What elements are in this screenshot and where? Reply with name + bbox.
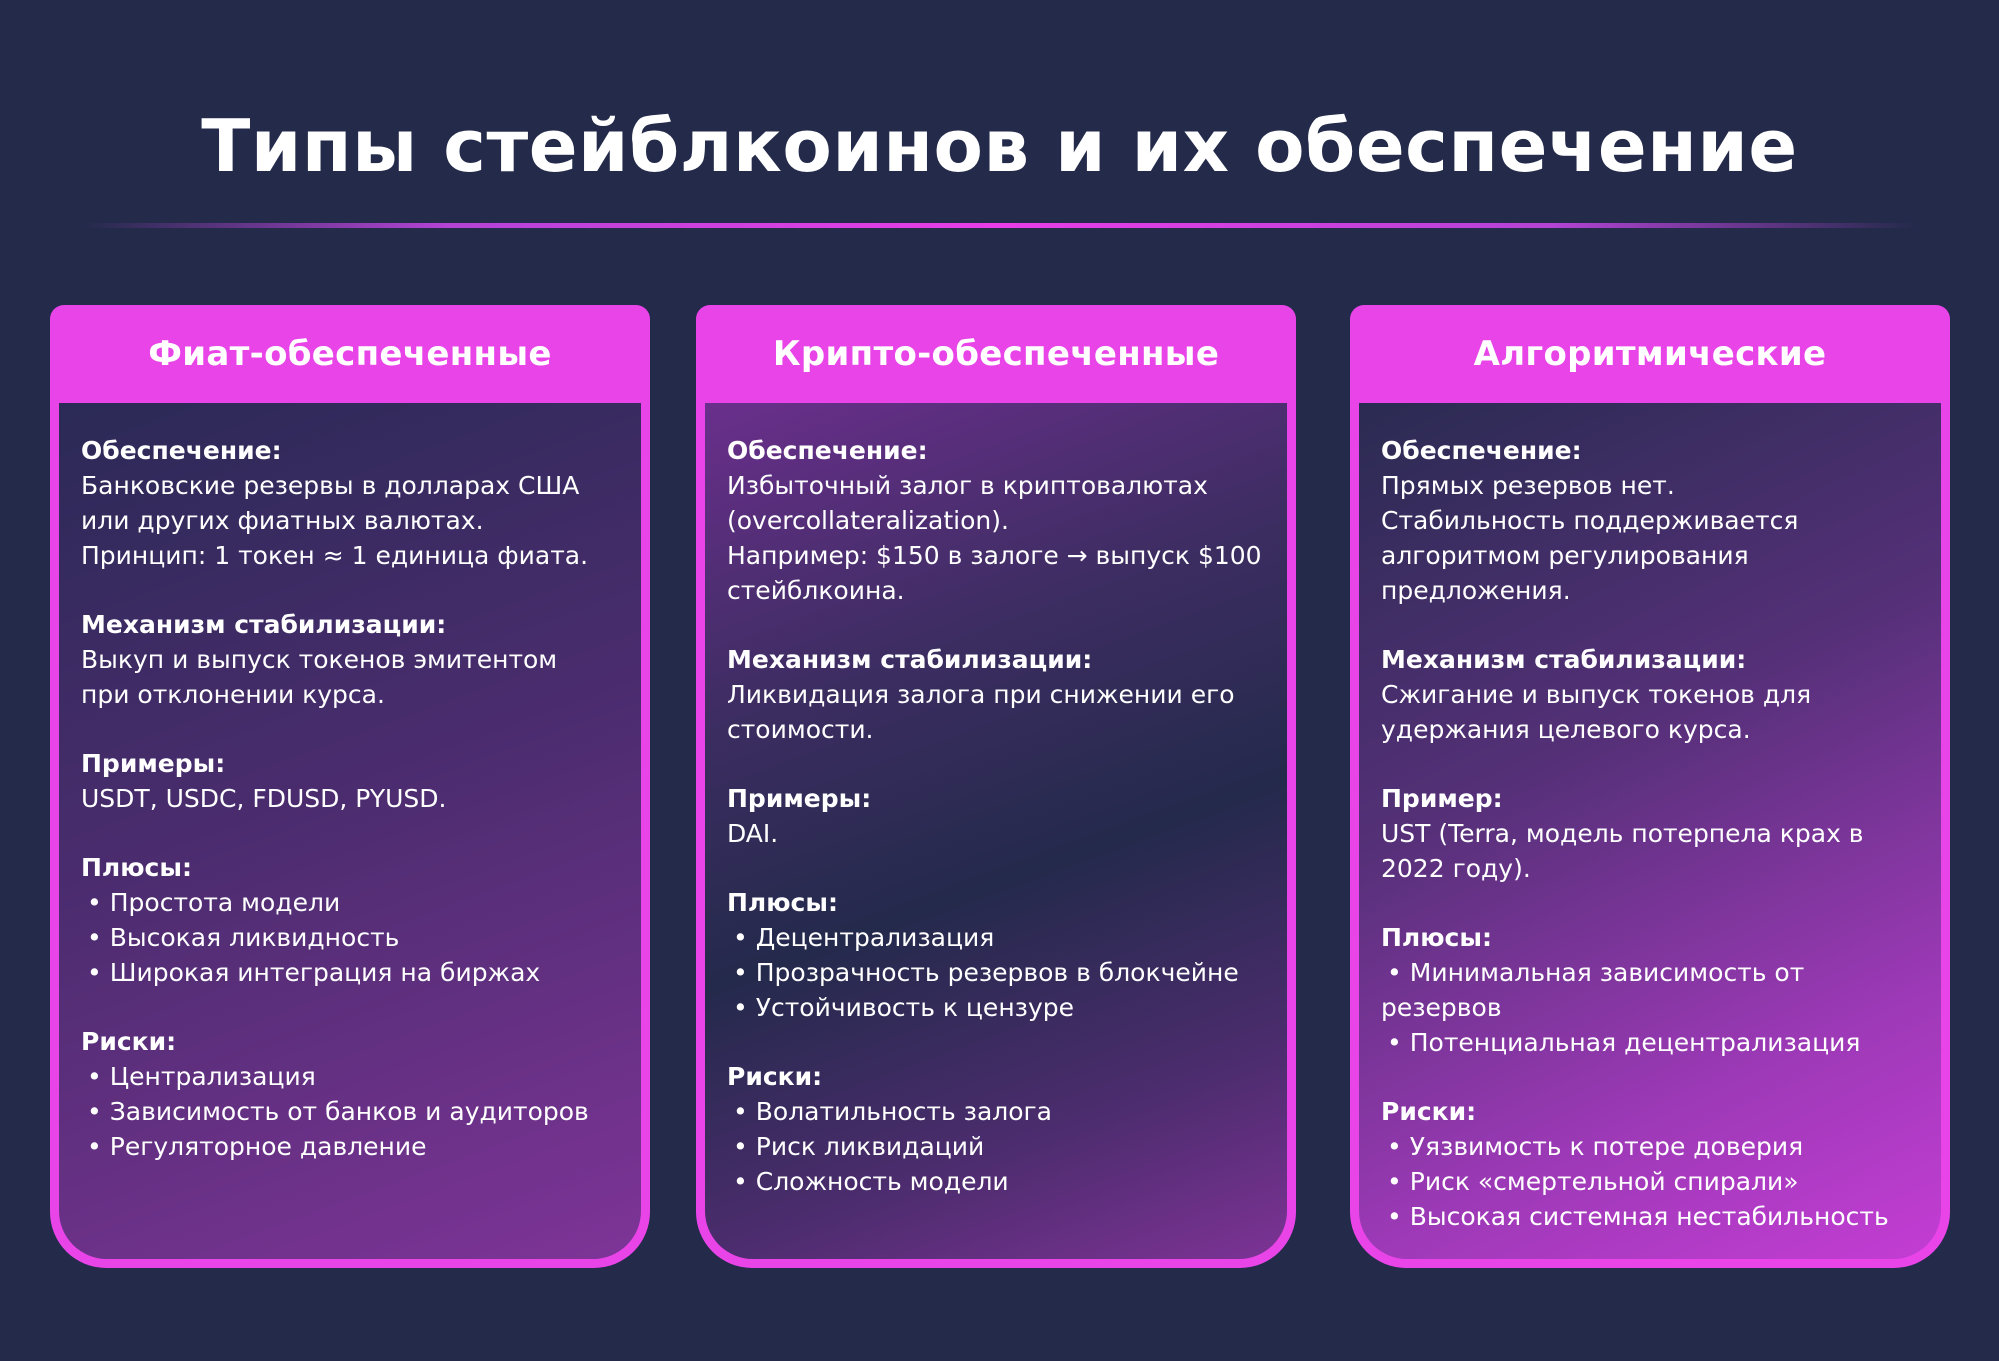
backing-line: (overcollateralization). xyxy=(727,506,1009,535)
card-crypto-backed xyxy=(696,305,1296,1268)
bullet-icon: • xyxy=(733,1132,748,1161)
examples-heading: Пример: xyxy=(1381,784,1503,813)
pros-item-text: Потенциальная децентрализация xyxy=(1409,1028,1861,1057)
bullet-icon: • xyxy=(87,888,102,917)
card-title: Фиат-обеспеченные xyxy=(148,334,552,374)
examples-line: UST (Terra, модель потерпела крах в xyxy=(1381,819,1864,848)
examples-section xyxy=(727,781,1271,851)
risks-section xyxy=(81,1024,625,1164)
risks-item xyxy=(1381,1199,1925,1234)
risks-item-text: Риск ликвидаций xyxy=(755,1132,985,1161)
bullet-icon: • xyxy=(1387,958,1402,987)
bullet-icon: • xyxy=(1387,1028,1402,1057)
bullet-icon: • xyxy=(87,1062,102,1091)
pros-item xyxy=(1381,1025,1925,1060)
pros-item-continuation: резервов xyxy=(1381,993,1502,1022)
pros-item xyxy=(727,955,1271,990)
mechanism-heading: Механизм стабилизации: xyxy=(1381,645,1747,674)
risks-item xyxy=(727,1094,1271,1129)
card-body xyxy=(1359,403,1941,1259)
risks-item-text: Зависимость от банков и аудиторов xyxy=(109,1097,589,1126)
backing-line: предложения. xyxy=(1381,576,1571,605)
examples-section xyxy=(81,746,625,816)
risks-item xyxy=(1381,1164,1925,1199)
title-divider xyxy=(80,223,1919,228)
mechanism-section xyxy=(1381,642,1925,747)
bullet-icon: • xyxy=(733,1097,748,1126)
page-title: Типы стейблкоинов и их обеспечение xyxy=(201,104,1798,188)
backing-line: алгоритмом регулирования xyxy=(1381,541,1749,570)
bullet-icon: • xyxy=(733,993,748,1022)
card-title: Алгоритмические xyxy=(1473,334,1827,374)
pros-section xyxy=(727,885,1271,1025)
mechanism-line: стоимости. xyxy=(727,715,874,744)
mechanism-line: удержания целевого курса. xyxy=(1381,715,1751,744)
examples-section xyxy=(1381,781,1925,886)
card-body xyxy=(59,403,641,1259)
risks-heading: Риски: xyxy=(81,1027,177,1056)
bullet-icon: • xyxy=(733,923,748,952)
pros-section xyxy=(81,850,625,990)
pros-item-text: Прозрачность резервов в блокчейне xyxy=(755,958,1239,987)
risks-item xyxy=(81,1059,625,1094)
backing-line: Например: $150 в залоге → выпуск $100 xyxy=(727,541,1262,570)
risks-item xyxy=(81,1094,625,1129)
pros-item-text: Децентрализация xyxy=(755,923,995,952)
pros-section xyxy=(1381,920,1925,1060)
mechanism-line: Выкуп и выпуск токенов эмитентом xyxy=(81,645,558,674)
backing-line: Прямых резервов нет. xyxy=(1381,471,1675,500)
backing-line: или других фиатных валютах. xyxy=(81,506,484,535)
backing-heading: Обеспечение: xyxy=(81,436,282,465)
risks-heading: Риски: xyxy=(727,1062,823,1091)
backing-heading: Обеспечение: xyxy=(1381,436,1582,465)
bullet-icon: • xyxy=(87,923,102,952)
examples-line: DAI. xyxy=(727,819,779,848)
bullet-icon: • xyxy=(87,958,102,987)
mechanism-heading: Механизм стабилизации: xyxy=(81,610,447,639)
pros-heading: Плюсы: xyxy=(727,888,838,917)
backing-heading: Обеспечение: xyxy=(727,436,928,465)
backing-line: Принцип: 1 токен ≈ 1 единица фиата. xyxy=(81,541,589,570)
backing-line: Избыточный залог в криптовалютах xyxy=(727,471,1208,500)
card-algorithmic xyxy=(1350,305,1950,1268)
risks-section xyxy=(727,1059,1271,1199)
pros-heading: Плюсы: xyxy=(1381,923,1492,952)
risks-item-text: Централизация xyxy=(109,1062,316,1091)
backing-line: Стабильность поддерживается xyxy=(1381,506,1799,535)
examples-heading: Примеры: xyxy=(81,749,226,778)
risks-item-text: Риск «смертельной спирали» xyxy=(1409,1167,1799,1196)
examples-heading: Примеры: xyxy=(727,784,872,813)
risks-item xyxy=(727,1129,1271,1164)
bullet-icon: • xyxy=(1387,1202,1402,1231)
pros-item xyxy=(81,885,625,920)
pros-item-text: Простота модели xyxy=(109,888,341,917)
pros-item-text: Устойчивость к цензуре xyxy=(755,993,1074,1022)
examples-line: USDT, USDC, FDUSD, PYUSD. xyxy=(81,784,447,813)
bullet-icon: • xyxy=(87,1132,102,1161)
backing-section xyxy=(1381,433,1925,608)
risks-heading: Риски: xyxy=(1381,1097,1477,1126)
card-fiat-backed xyxy=(50,305,650,1268)
card-body xyxy=(705,403,1287,1259)
examples-line: 2022 году). xyxy=(1381,854,1531,883)
risks-item-text: Волатильность залога xyxy=(755,1097,1052,1126)
mechanism-line: Ликвидация залога при снижении его xyxy=(727,680,1235,709)
pros-item xyxy=(1381,955,1925,990)
backing-line: стейблкоина. xyxy=(727,576,905,605)
risks-section xyxy=(1381,1094,1925,1234)
backing-section xyxy=(727,433,1271,608)
risks-item-text: Высокая системная нестабильность xyxy=(1409,1202,1889,1231)
pros-item xyxy=(81,955,625,990)
risks-item xyxy=(81,1129,625,1164)
pros-item xyxy=(727,990,1271,1025)
mechanism-heading: Механизм стабилизации: xyxy=(727,645,1093,674)
card-title: Крипто-обеспеченные xyxy=(772,334,1220,374)
risks-item xyxy=(1381,1129,1925,1164)
backing-line: Банковские резервы в долларах США xyxy=(81,471,580,500)
risks-item-text: Регуляторное давление xyxy=(109,1132,427,1161)
pros-heading: Плюсы: xyxy=(81,853,192,882)
pros-item xyxy=(727,920,1271,955)
bullet-icon: • xyxy=(1387,1132,1402,1161)
bullet-icon: • xyxy=(1387,1167,1402,1196)
mechanism-line: Сжигание и выпуск токенов для xyxy=(1381,680,1812,709)
pros-item-text: Широкая интеграция на биржах xyxy=(109,958,541,987)
pros-item xyxy=(81,920,625,955)
mechanism-line: при отклонении курса. xyxy=(81,680,385,709)
pros-item-text: Минимальная зависимость от xyxy=(1409,958,1805,987)
bullet-icon: • xyxy=(87,1097,102,1126)
risks-item xyxy=(727,1164,1271,1199)
bullet-icon: • xyxy=(733,958,748,987)
mechanism-section xyxy=(727,642,1271,747)
backing-section xyxy=(81,433,625,573)
bullet-icon: • xyxy=(733,1167,748,1196)
risks-item-text: Уязвимость к потере доверия xyxy=(1409,1132,1804,1161)
mechanism-section xyxy=(81,607,625,712)
pros-item-text: Высокая ликвидность xyxy=(109,923,400,952)
risks-item-text: Сложность модели xyxy=(755,1167,1009,1196)
